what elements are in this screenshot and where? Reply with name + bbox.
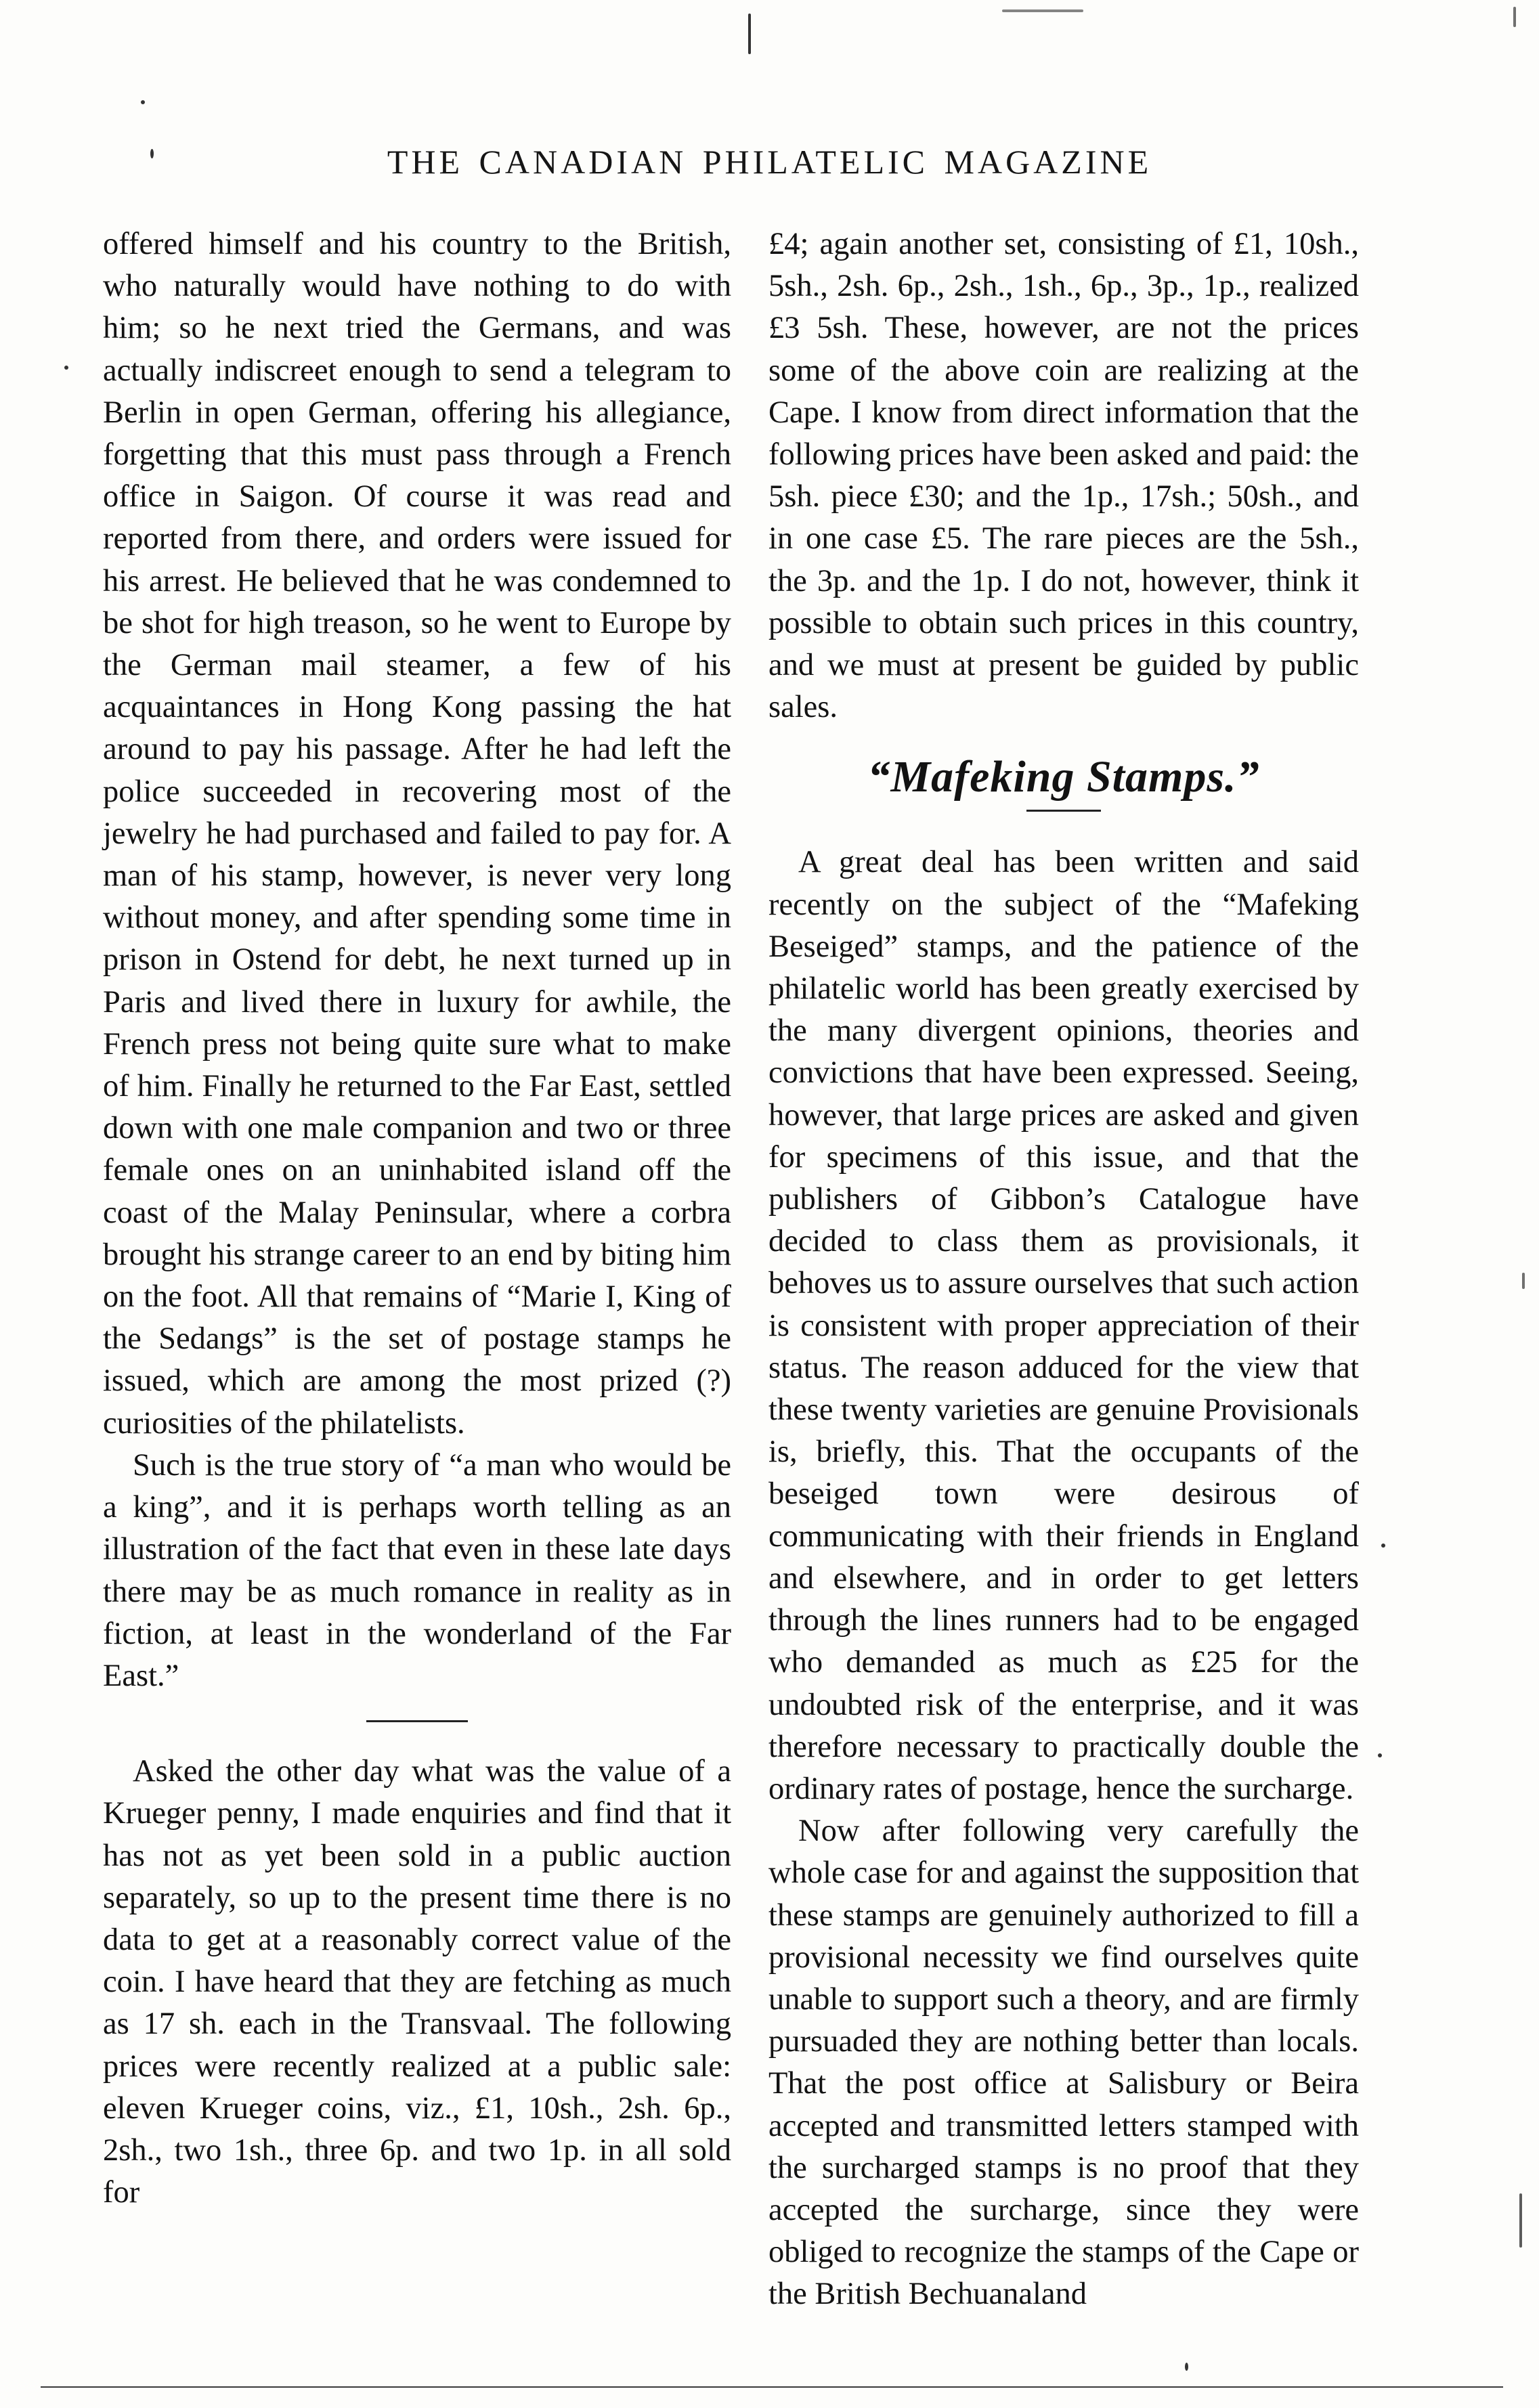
scan-speck: [1519, 2193, 1522, 2248]
running-title: THE CANADIAN PHILATELIC MAGAZINE: [387, 143, 1152, 181]
section-divider: [366, 1720, 468, 1722]
paragraph-krueger-penny: Asked the other day what was the value of a Krueger penny, I made enquiries and find that it has not as yet been sold in a public auction separately, so up to the present time there is no data to get at a reasonably correct value of the coin. I have heard that they are fetching as much as 17 sh. each in the Transvaal. The following prices were recently realized at a public sale: eleven Krueger coins, viz., £1, 10sh., 2sh. 6p., 2sh., two 1sh., three 6p. and two 1p. in all sold for: [103, 1754, 731, 2210]
scan-speck: [150, 149, 154, 158]
left-column: [103, 223, 731, 2214]
heading-underline: [1026, 810, 1101, 812]
section-heading-mafeking: “Mafeking Stamps.”: [867, 752, 1260, 802]
scan-speck: [141, 100, 145, 104]
scan-speck: [748, 14, 751, 54]
paragraph-marie-story: offered himself and his country to the British, who naturally would have nothing to do with him; so he next tried the Germans, and was actually indiscreet enough to send a telegram to Berlin in open German, offering his allegiance, forgetting that this must pass through a French office in Saigon. Of course it was read and reported from there, and orders were issued for his arrest. He believed that he was condemned to be shot for high treason, so he went to Europe by the German mail steamer, a few of his acquaintances in Hong Kong passing the hat around to pay his passage. After he had left the police succeeded in recovering most of the jewelry he had purchased and failed to pay for. A man of his stamp, however, is never very long without money, and after spending some time in prison in Ostend for debt, he next turned up in Paris and lived there in luxury for awhile, the French press not being quite sure what to make of him. Finally he returned to the Far East, settled down with one male companion and two or three female ones on an uninhabited island off the coast of the Malay Peninsular, where a corbra brought his strange career to an end by biting him on the foot. All that remains of “Marie I, King of the Sedangs” is the set of postage stamps he issued, which are among the most prized (?) curiosities of the philatelists.: [103, 227, 731, 1441]
scan-speck: [64, 366, 68, 370]
paragraph-mafeking-analysis: Now after following very carefully the whole case for and against the supposition that these stamps are genuinely authorized to fill a provisional necessity we find ourselves quite unable to support such a theory, and are firmly pursuaded they are nothing better than locals. That the post office at Salisbury or Beira accepted and transmitted letters stamped with the surcharged stamps is no proof that they accepted the surcharge, since they were obliged to recognize the stamps of the Cape or the British Bechuanaland: [768, 1814, 1359, 2312]
paragraph-mafeking-intro: A great deal has been written and said recently on the subject of the “Mafeking Beseiged” stamps, and the patience of the philatelic world has been greatly exercised by the many divergent opinions, theories and convictions that have been expressed. Seeing, however, that large prices are asked and given for specimens of this issue, and that the publishers of Gibbon’s Catalogue have decided to class them as provisionals, it behoves us to assure ourselves that such action is consistent with proper appreciation of their status. The reason adduced for the view that these twenty varieties are genuine Provisionals is, briefly, this. That the occupants of the beseiged town were desirous of communicating with their friends in England and elsewhere, and in order to get letters through the lines runners had to be engaged who demanded as much as £25 for the undoubted risk of the enterprise, and it was therefore necessary to practically double the ordinary rates of postage, hence the surcharge.: [768, 845, 1359, 1806]
scan-speck: [1185, 2363, 1188, 2371]
scan-speck: [1002, 9, 1083, 12]
paragraph-king-conclusion: Such is the true story of “a man who would be a king”, and it is perhaps worth telling as an illustration of the fact that even in these late days there may be as much romance in reality as in fiction, at least in the wonderland of the Far East.”: [103, 1447, 731, 1693]
paragraph-coin-prices: £4; again another set, consisting of £1, 10sh., 5sh., 2sh. 6p., 2sh., 1sh., 6p., 3p., 1p., realized £3 5sh. These, however, are not the prices some of the above coin are realizing at the Cape. I know from direct information that the following prices have been asked and paid: the 5sh. piece £30; and the 1p., 17sh.; 50sh., and in one case £5. The rare pieces are the 5sh., the 3p. and the 1p. I do not, however, think it possible to obtain such prices in this country, and we must at present be guided by public sales.: [768, 227, 1359, 725]
scan-speck: [1381, 1544, 1385, 1548]
scan-speck: [1522, 1273, 1525, 1289]
scan-speck: [1513, 7, 1516, 27]
bottom-border-line: [41, 2386, 1503, 2388]
scan-speck: [1378, 1753, 1382, 1757]
right-column: [768, 223, 1359, 2316]
